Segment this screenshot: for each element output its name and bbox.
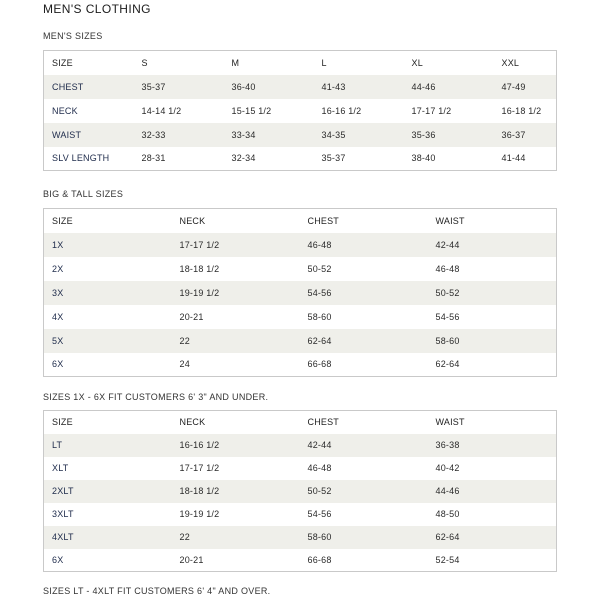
table-row [44, 329, 557, 353]
page-title: MEN'S CLOTHING [43, 2, 151, 16]
table-row [44, 99, 557, 123]
column-header: SIZE [52, 215, 73, 226]
column-header: SIZE [52, 57, 73, 68]
table-cell: 50-52 [307, 263, 332, 274]
table-cell: 62-64 [435, 359, 460, 370]
mens-sizes-table [43, 50, 557, 171]
table-header-row [44, 209, 557, 233]
table-cell: 35-37 [321, 153, 346, 164]
tall-sizes-table [43, 410, 557, 572]
table-cell: 34-35 [314, 123, 404, 147]
table-row [44, 123, 557, 147]
table-row [44, 353, 557, 377]
big-tall-heading: BIG & TALL SIZES [43, 189, 124, 199]
table-cell: 32-33 [134, 123, 224, 147]
row-label: NECK [52, 105, 78, 116]
table-cell: 42-44 [300, 434, 428, 457]
table-cell: 46-48 [435, 263, 460, 274]
table-cell: 38-40 [411, 153, 436, 164]
row-label: 3X [44, 281, 172, 305]
table-header-row [44, 51, 557, 75]
table-cell: 35-37 [134, 75, 224, 99]
row-label: 2X [52, 263, 64, 274]
table-cell: 62-64 [300, 329, 428, 353]
row-label: LT [44, 434, 172, 457]
table-cell: 36-40 [224, 75, 314, 99]
big-tall-table [43, 208, 557, 377]
table-cell: 58-60 [428, 329, 557, 353]
table-cell: 46-48 [307, 463, 332, 473]
column-header: NECK [179, 417, 206, 428]
table-row [44, 233, 557, 257]
table-row [44, 549, 557, 572]
row-label: 5X [44, 329, 172, 353]
table-cell: 54-56 [300, 281, 428, 305]
table-cell: 36-38 [428, 434, 557, 457]
row-label: SLV LENGTH [52, 153, 110, 164]
table-cell: 58-60 [300, 526, 428, 549]
table-cell: 22 [172, 329, 300, 353]
column-header: CHEST [307, 417, 340, 428]
table-cell: 17-17 1/2 [172, 233, 300, 257]
table-row [44, 147, 557, 171]
table-cell: 62-64 [428, 526, 557, 549]
table-cell: 41-43 [314, 75, 404, 99]
table-cell: 18-18 1/2 [172, 480, 300, 503]
table-cell: 42-44 [428, 233, 557, 257]
table-row [44, 526, 557, 549]
column-header: WAIST [435, 417, 465, 428]
table-cell: 35-36 [404, 123, 494, 147]
table-cell: 14-14 1/2 [141, 105, 182, 116]
column-header: XL [411, 57, 423, 68]
column-header: SIZE [52, 417, 73, 428]
table-cell: 66-68 [307, 554, 332, 565]
row-label: CHEST [44, 75, 134, 99]
table-cell: 17-17 1/2 [179, 463, 220, 473]
table-cell: 33-34 [224, 123, 314, 147]
tall-sizes-fit-note: SIZES LT - 4XLT FIT CUSTOMERS 6' 4" AND OVER. [43, 586, 271, 596]
table-cell: 19-19 1/2 [172, 281, 300, 305]
table-cell: 54-56 [307, 509, 332, 519]
column-header: M [231, 57, 240, 68]
table-cell: 15-15 1/2 [231, 105, 272, 116]
table-row [44, 75, 557, 99]
table-row [44, 503, 557, 526]
table-cell: 41-44 [501, 153, 526, 164]
table-cell: 18-18 1/2 [179, 263, 220, 274]
table-cell: 44-46 [428, 480, 557, 503]
row-label: 4XLT [44, 526, 172, 549]
table-cell: 36-37 [494, 123, 557, 147]
big-sizes-fit-note: SIZES 1X - 6X FIT CUSTOMERS 6' 3" AND UNDER. [43, 392, 269, 402]
row-label: 2XLT [44, 480, 172, 503]
row-label: 6X [52, 359, 64, 370]
table-cell: 20-21 [179, 311, 204, 322]
table-cell: 20-21 [179, 554, 204, 565]
table-row [44, 480, 557, 503]
table-cell: 58-60 [307, 311, 332, 322]
row-label: 4X [52, 311, 64, 322]
table-cell: 66-68 [307, 359, 332, 370]
row-label: XLT [52, 463, 69, 473]
column-header: CHEST [307, 215, 340, 226]
table-row [44, 257, 557, 281]
table-cell: 54-56 [435, 311, 460, 322]
column-header: NECK [179, 215, 206, 226]
row-label: WAIST [44, 123, 134, 147]
row-label: 1X [44, 233, 172, 257]
table-cell: 52-54 [435, 554, 460, 565]
column-header: XXL [501, 57, 520, 68]
table-cell: 46-48 [300, 233, 428, 257]
table-row [44, 305, 557, 329]
table-cell: 40-42 [435, 463, 460, 473]
table-cell: 47-49 [494, 75, 557, 99]
table-row [44, 457, 557, 480]
table-header-row [44, 411, 557, 434]
table-cell: 16-16 1/2 [321, 105, 362, 116]
table-cell: 48-50 [435, 509, 460, 519]
table-cell: 50-52 [300, 480, 428, 503]
table-row [44, 281, 557, 305]
table-cell: 16-18 1/2 [501, 105, 542, 116]
table-cell: 17-17 1/2 [411, 105, 452, 116]
column-header: WAIST [435, 215, 465, 226]
column-header: L [321, 57, 327, 68]
mens-sizes-heading: MEN'S SIZES [43, 31, 103, 41]
table-cell: 28-31 [141, 153, 166, 164]
table-cell: 24 [179, 359, 190, 370]
table-cell: 16-16 1/2 [172, 434, 300, 457]
table-row [44, 434, 557, 457]
row-label: 3XLT [52, 509, 74, 519]
column-header: S [141, 57, 148, 68]
table-cell: 19-19 1/2 [179, 509, 220, 519]
table-cell: 22 [172, 526, 300, 549]
table-cell: 44-46 [404, 75, 494, 99]
table-cell: 32-34 [231, 153, 256, 164]
row-label: 6X [52, 554, 64, 565]
table-cell: 50-52 [428, 281, 557, 305]
